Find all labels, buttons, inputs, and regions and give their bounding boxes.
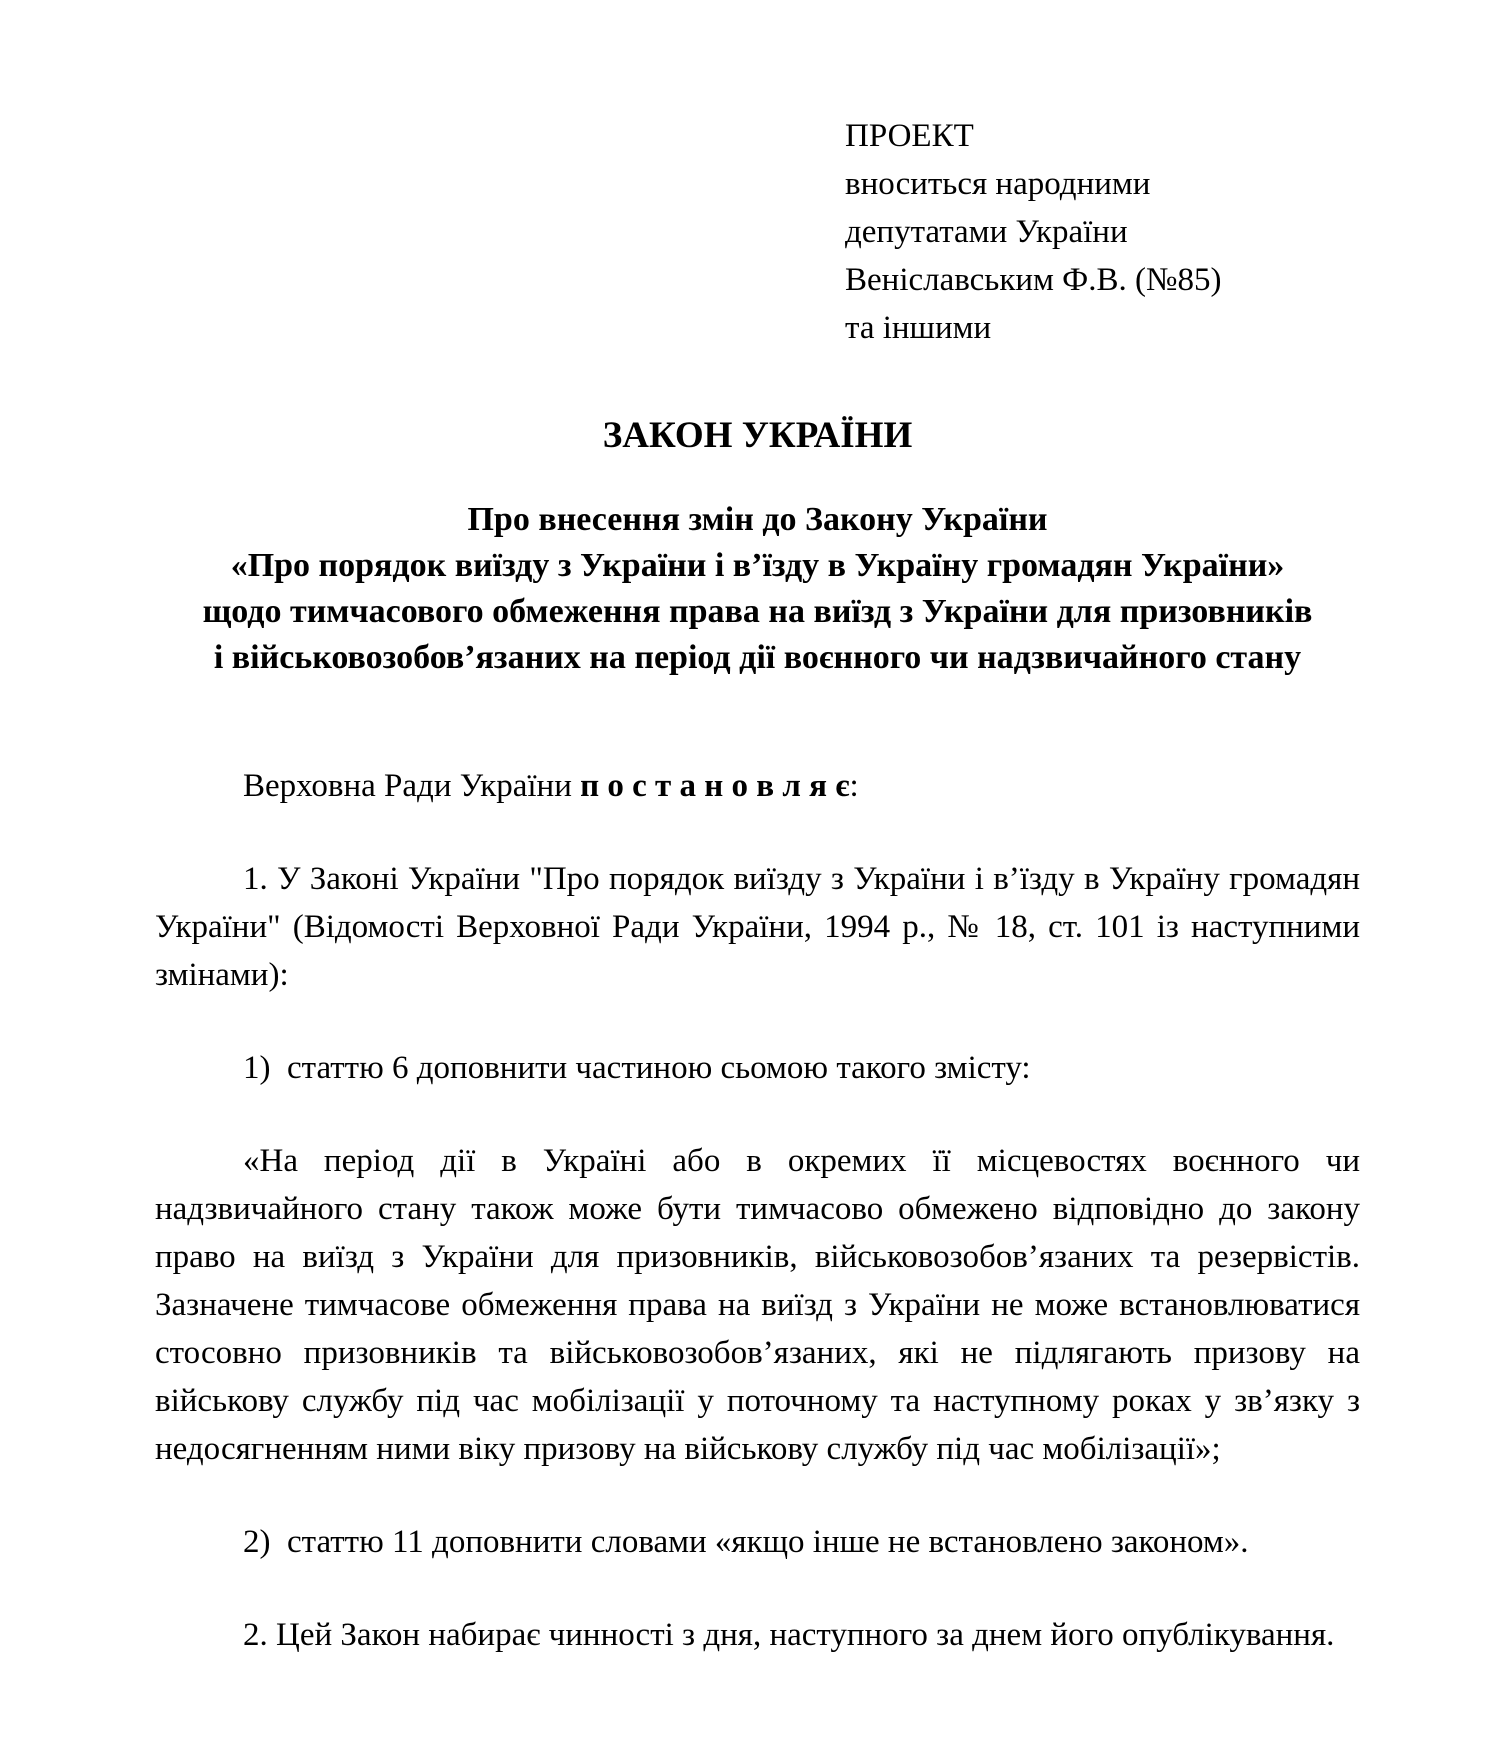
act-title-line-4: і військовозобов’язаних на період дії воєнного чи надзвичайного стану (213, 639, 1302, 676)
body-paragraph-new-provision: «На період дії в Україні або в окремих її місцевостях воєнного чи надзвичайного стану також може бути тимчасово обмежено відповідно до закону право на виїзд з України для призовників, військовозобов’язаних та резервістів. Зазначене тимчасове обмеження права на виїзд з України не може встановлюватися стосовно призовників та військовозобов’язаних, які не підлягають призову на військову службу під час мобілізації у поточному та наступному роках у зв’язку з недосягненням ними віку призову на військову службу під час мобілізації»; (155, 1143, 1360, 1467)
header-line-submitted-by: вноситься народними (845, 166, 1151, 202)
document-header-block (845, 112, 1360, 352)
resolution-colon: : (849, 768, 859, 804)
body-paragraph-entry-into-force: 2. Цей Закон набирає чинності з дня, наступного за днем його опублікування. (243, 1617, 1335, 1653)
act-title-line-3: щодо тимчасового обмеження права на виїзд з України для призовників (202, 593, 1313, 630)
header-line-and-others: та іншими (845, 310, 992, 346)
resolution-verb: п о с т а н о в л я є (580, 768, 850, 804)
resolution-line (155, 762, 1360, 810)
body-paragraph-item-1: 1) статтю 6 доповнити частиною сьомою такого змісту: (243, 1050, 1031, 1086)
header-line-deputies: депутатами України (845, 214, 1128, 250)
law-heading: ЗАКОН УКРАЇНИ (602, 415, 913, 456)
act-title-line-2: «Про порядок виїзду з України і в’їзду в Україну громадян України» (230, 547, 1285, 584)
header-line-project: ПРОЕКТ (845, 118, 974, 154)
act-title-line-1: Про внесення змін до Закону України (467, 501, 1048, 538)
act-title (155, 497, 1360, 681)
header-line-author: Веніславським Ф.В. (№85) (845, 262, 1222, 298)
body-paragraph-amendment-intro: 1. У Законі України "Про порядок виїзду з України і в’їзду в Україну громадян України" (Відомості Верховної Ради України, 1994 р., № 18, ст. 101 із наступними змінами): (155, 861, 1360, 993)
resolution-prefix: Верховна Ради України (243, 768, 581, 804)
body-paragraph-item-2: 2) статтю 11 доповнити словами «якщо інше не встановлено законом». (243, 1524, 1249, 1560)
